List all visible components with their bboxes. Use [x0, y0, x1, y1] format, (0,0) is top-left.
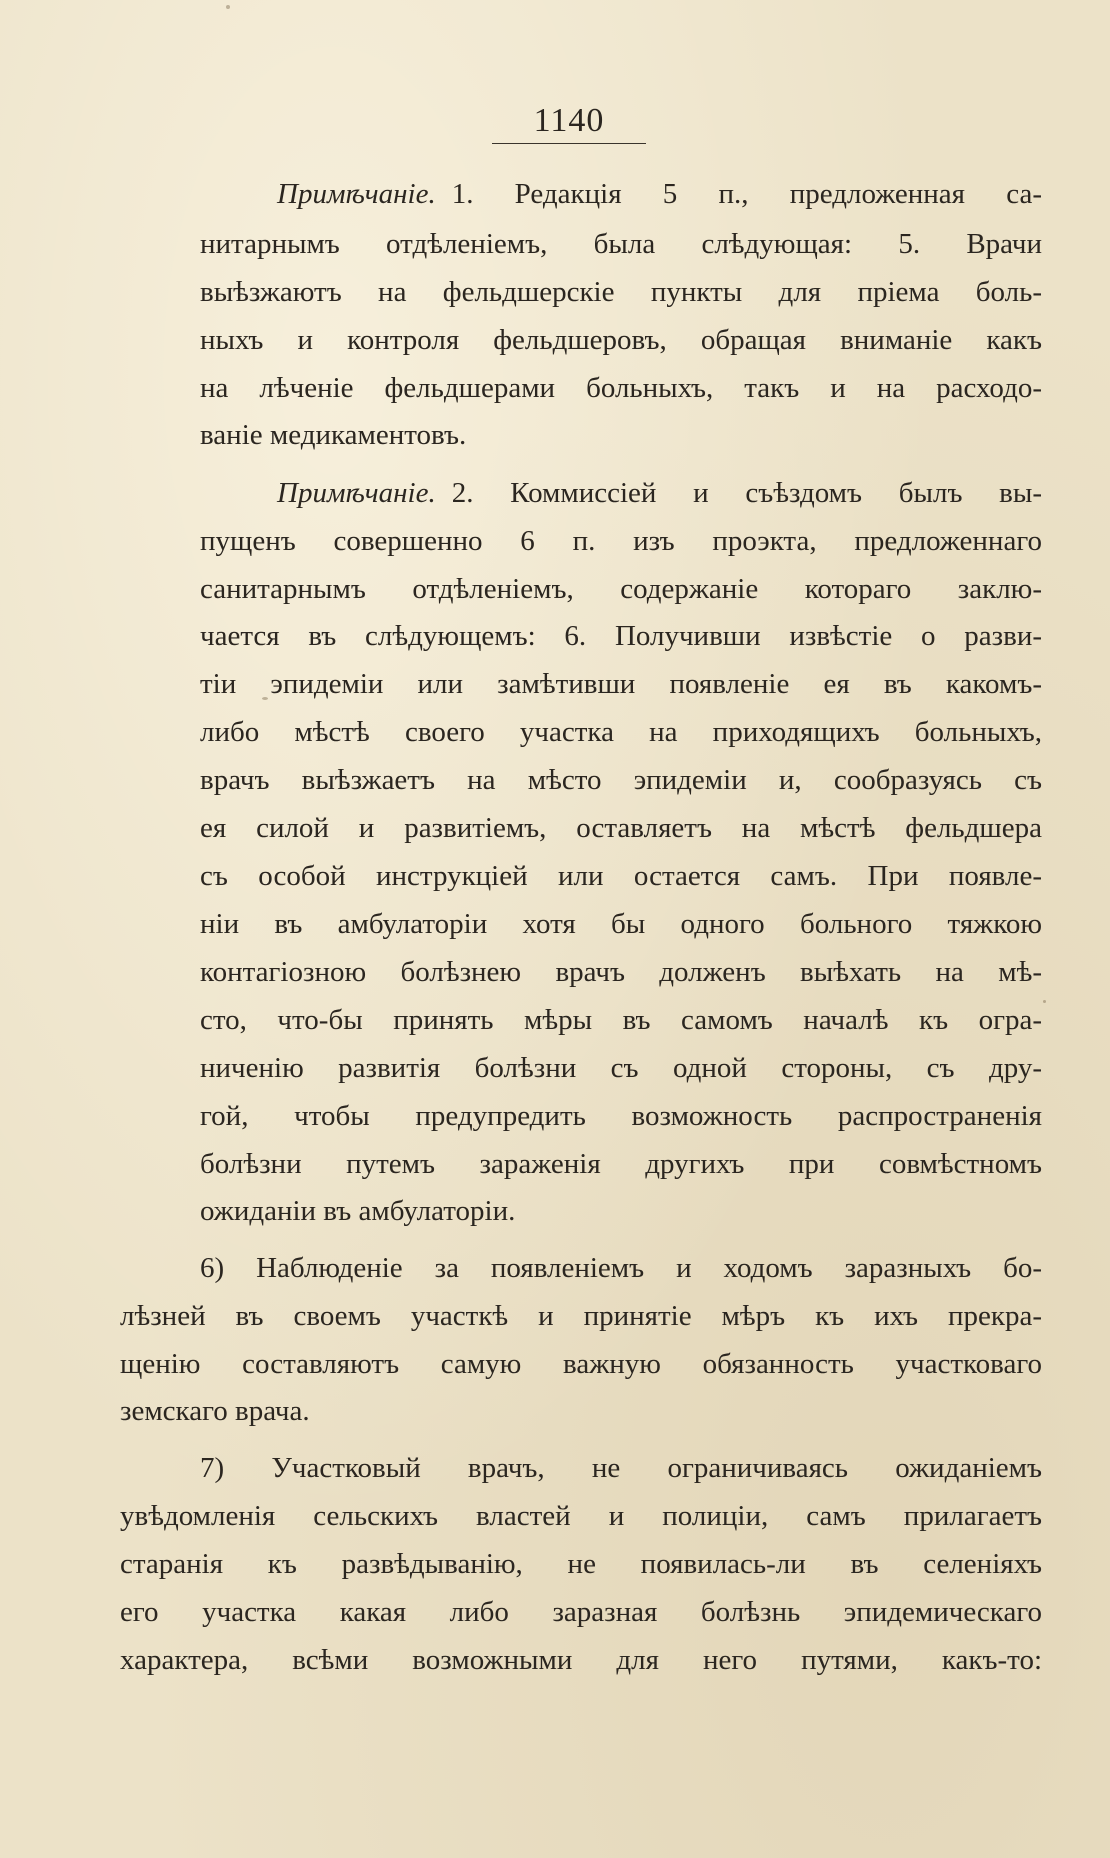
page-header [0, 102, 1110, 144]
note-1-line-1: нитарнымъ отдѣленіемъ, была слѣдующая: 5. Врачи [200, 228, 1042, 260]
paper-speck [1043, 1000, 1046, 1003]
note-2-line-12: ниченію развитія болѣзни съ одной стороны, съ дру- [200, 1052, 1042, 1084]
note-1-line-2: выѣзжаютъ на фельдшерскіе пункты для пріема боль- [200, 276, 1042, 308]
note-1-line-4: на лѣченіе фельдшерами больныхъ, такъ и на расходо- [200, 372, 1042, 404]
paragraph-7-line-4: характера, всѣми возможными для него путями, какъ-то: [120, 1644, 1042, 1676]
note-2-line-0: 2. Коммиссіей и съѣздомъ былъ вы- [451, 477, 1042, 509]
paragraph-7-line-0: 7) Участковый врачъ, не ограничиваясь ожиданіемъ [200, 1452, 1042, 1484]
page-number: 1140 [492, 102, 646, 144]
note-1-line-0: 1. Редакція 5 п., предложенная са- [451, 178, 1042, 210]
note-2-line-9: ніи въ амбулаторіи хотя бы одного больного тяжкою [200, 908, 1042, 940]
paragraph-7-line-2: старанія къ развѣдыванію, не появилась-ли въ селеніяхъ [120, 1548, 1042, 1580]
note-1-line-5: ваніе медикаментовъ. [200, 419, 467, 451]
note-2-line-13: гой, чтобы предупредить возможность распространенія [200, 1100, 1042, 1132]
note-2-line-14: болѣзни путемъ зараженія другихъ при совмѣстномъ [200, 1148, 1042, 1180]
note-2-first-line [277, 479, 1042, 508]
paragraph-7-line-3: его участка какая либо заразная болѣзнь эпидемическаго [120, 1596, 1042, 1628]
note-2-label: Примѣчаніе. [277, 477, 436, 509]
note-2-line-4: тіи эпидеміи или замѣтивши появленіе ея въ какомъ- [200, 668, 1042, 700]
note-2-line-2: санитарнымъ отдѣленіемъ, содержаніе котораго заклю- [200, 573, 1042, 605]
note-2-line-1: пущенъ совершенно 6 п. изъ проэкта, предложеннаго [200, 525, 1042, 557]
paper-speck [262, 697, 268, 700]
note-2-line-5: либо мѣстѣ своего участка на приходящихъ больныхъ, [200, 716, 1042, 748]
note-1-label: Примѣчаніе. [277, 178, 436, 210]
note-2-line-6: врачъ выѣзжаетъ на мѣсто эпидеміи и, сообразуясь съ [200, 764, 1042, 796]
paragraph-6-line-0: 6) Наблюденіе за появленіемъ и ходомъ заразныхъ бо- [200, 1252, 1042, 1284]
paragraph-6-line-1: лѣзней въ своемъ участкѣ и принятіе мѣръ къ ихъ прекра- [120, 1300, 1042, 1332]
note-2-line-7: ея силой и развитіемъ, оставляетъ на мѣстѣ фельдшера [200, 812, 1042, 844]
note-2-line-11: сто, что-бы принять мѣры въ самомъ началѣ къ огра- [200, 1004, 1042, 1036]
paragraph-7-line-1: увѣдомленія сельскихъ властей и полиціи, самъ прилагаетъ [120, 1500, 1042, 1532]
note-2-line-10: контагіозною болѣзнею врачъ долженъ выѣхать на мѣ- [200, 956, 1042, 988]
note-2-line-8: съ особой инструкціей или остается самъ. При появле- [200, 860, 1042, 892]
note-2-line-15: ожиданіи въ амбулаторіи. [200, 1195, 516, 1227]
paragraph-6-line-2: щенію составляютъ самую важную обязанность участковаго [120, 1348, 1042, 1380]
note-1-first-line [277, 180, 1042, 209]
note-2-line-3: чается въ слѣдующемъ: 6. Получивши извѣстіе о разви- [200, 620, 1042, 652]
paper-speck [226, 5, 230, 9]
note-1-line-3: ныхъ и контроля фельдшеровъ, обращая вниманіе какъ [200, 324, 1042, 356]
paragraph-6-line-3: земскаго врача. [120, 1395, 310, 1427]
